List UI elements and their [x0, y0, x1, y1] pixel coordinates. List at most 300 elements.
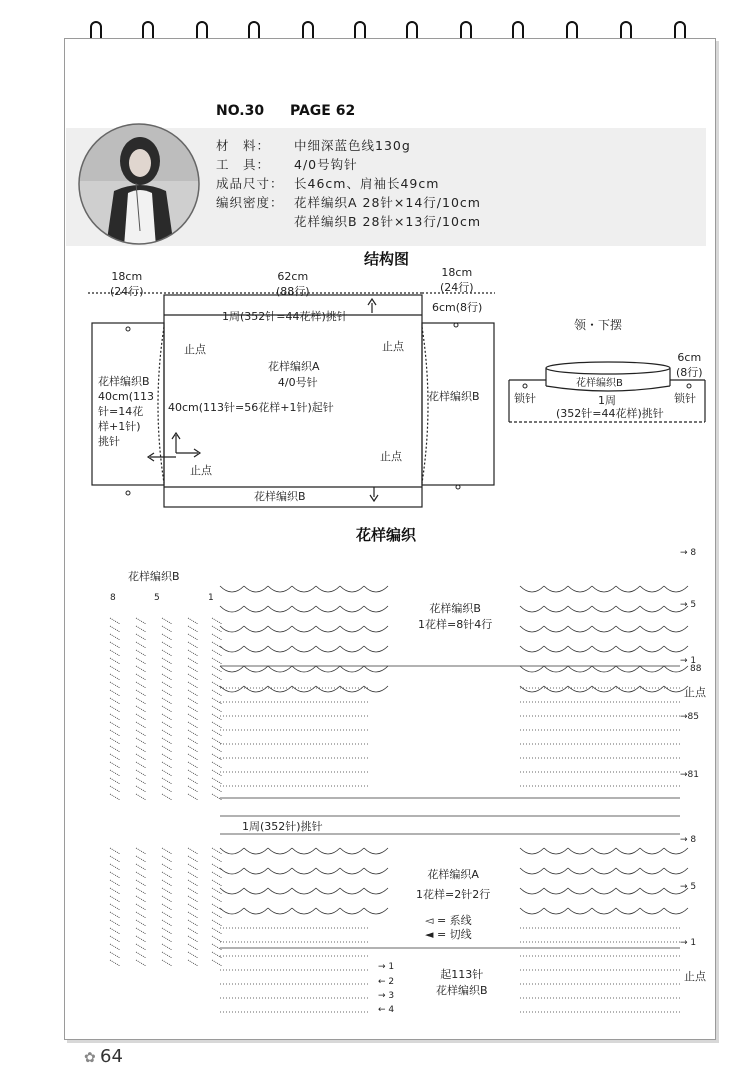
collar-left-label: 锁针	[514, 392, 536, 405]
chart-stroke	[188, 618, 198, 624]
chart-arc	[664, 908, 688, 914]
flower-icon: ✿	[84, 1050, 96, 1066]
collar-pickup: (352针=44花样)挑针	[556, 407, 664, 420]
chart-arc	[340, 868, 364, 874]
chart-stroke	[212, 682, 222, 688]
chart-stroke	[212, 912, 222, 918]
page-reference: PAGE 62	[290, 103, 356, 119]
chart-stroke	[162, 738, 172, 744]
chart-stroke	[110, 642, 120, 648]
chart-arc	[616, 888, 640, 894]
chart-arc	[292, 908, 316, 914]
chart-stroke	[136, 738, 146, 744]
chart-stroke	[110, 896, 120, 902]
legend-cut: ◄ = 切线	[425, 928, 472, 941]
chart-arc	[340, 626, 364, 632]
chart-arc	[316, 666, 340, 672]
chart-stroke	[212, 794, 222, 800]
chart-arc	[592, 888, 616, 894]
chart-stroke	[136, 762, 146, 768]
chart-stroke	[110, 690, 120, 696]
chart-stroke	[188, 864, 198, 870]
chart-stroke	[212, 730, 222, 736]
chart-stroke	[188, 904, 198, 910]
chart-arc	[592, 908, 616, 914]
chart-stroke	[136, 944, 146, 950]
chart-stroke	[188, 786, 198, 792]
chart-arc	[520, 646, 544, 652]
chart-arc	[244, 868, 268, 874]
chart-arc	[244, 666, 268, 672]
chart-stroke	[188, 754, 198, 760]
chart-stroke	[212, 880, 222, 886]
chart-stroke	[110, 698, 120, 704]
chart-stroke	[110, 888, 120, 894]
chart-stroke	[136, 626, 146, 632]
chart-arc	[568, 888, 592, 894]
center-pattern: 花样编织A 4/0号针	[268, 360, 320, 389]
chart-stroke	[110, 706, 120, 712]
chart-arc	[544, 908, 568, 914]
chart-arc	[364, 646, 388, 652]
chart-arc	[640, 686, 664, 692]
chart-stroke	[162, 856, 172, 862]
row-left-2: ← 2	[378, 977, 395, 987]
chart-stroke	[188, 896, 198, 902]
chart-stroke	[188, 848, 198, 854]
chart-arc	[544, 586, 568, 592]
right-top-dim: 6cm(8行)	[432, 301, 483, 314]
chart-stroke	[110, 952, 120, 958]
chart-stop-1: 止点	[684, 686, 706, 699]
chart-stop-2: 止点	[684, 970, 706, 983]
cut-icon: ◄	[425, 928, 434, 941]
chart-stroke	[162, 880, 172, 886]
top-pickup-label: 1周(352针=44花样)挑针	[222, 310, 348, 323]
chart-stroke	[110, 754, 120, 760]
chart-stroke	[110, 674, 120, 680]
chart-arc	[616, 606, 640, 612]
chart-stroke	[188, 872, 198, 878]
bottom-band-text: 花样编织B	[254, 490, 306, 503]
pattern-number: NO.30	[216, 103, 265, 119]
chart-stroke	[188, 730, 198, 736]
chart-stroke	[212, 770, 222, 776]
chart-arc	[292, 686, 316, 692]
chart-stroke	[188, 888, 198, 894]
chart-stroke	[188, 778, 198, 784]
chart-arc	[520, 626, 544, 632]
chart-stroke	[162, 912, 172, 918]
chart-stroke	[110, 794, 120, 800]
chart-b-desc: 花样编织B 1花样=8针4行	[418, 602, 493, 631]
chart-stroke	[162, 888, 172, 894]
chart-stroke	[136, 856, 146, 862]
chart-arc	[664, 586, 688, 592]
chart-stroke	[136, 666, 146, 672]
chart-arc	[268, 646, 292, 652]
row-5-top: → 5	[680, 600, 697, 610]
dim-right-width: 18cm (24行)	[440, 266, 474, 294]
chart-stroke	[212, 698, 222, 704]
chart-stroke	[212, 650, 222, 656]
chart-arc	[544, 888, 568, 894]
chart-arc	[268, 908, 292, 914]
spec-gauge-a: 编织密度： 花样编织A 28针×14行/10cm	[216, 195, 481, 210]
collar-dim: 6cm (8行)	[676, 351, 703, 379]
stop-top-right: 止点	[382, 340, 404, 353]
chart-arc	[364, 888, 388, 894]
chart-arc	[664, 666, 688, 672]
chart-stroke	[136, 754, 146, 760]
chart-stroke	[212, 904, 222, 910]
chart-arc	[664, 626, 688, 632]
chart-stroke	[188, 746, 198, 752]
chart-stroke	[162, 658, 172, 664]
chart-arc	[568, 606, 592, 612]
chart-arc	[592, 848, 616, 854]
chart-stroke	[162, 944, 172, 950]
chart-stroke	[110, 738, 120, 744]
chart-stroke	[212, 944, 222, 950]
chart-arc	[220, 666, 244, 672]
chart-arc	[616, 626, 640, 632]
chart-stroke	[136, 936, 146, 942]
stop-top-left: 止点	[184, 343, 206, 356]
chart-arc	[640, 666, 664, 672]
row-81: →81	[680, 770, 699, 780]
chart-arc	[220, 888, 244, 894]
row-85: →85	[680, 712, 699, 722]
page-number: 64	[100, 1046, 123, 1067]
chart-stroke	[110, 848, 120, 854]
chart-pattern-b-label: 花样编织B	[128, 570, 180, 583]
chart-stroke	[136, 698, 146, 704]
chart-stroke	[136, 880, 146, 886]
chart-arc	[220, 586, 244, 592]
chart-stroke	[136, 682, 146, 688]
chart-arc	[268, 666, 292, 672]
chart-stroke	[136, 642, 146, 648]
row-8-top: → 8	[680, 548, 697, 558]
chart-arc	[340, 646, 364, 652]
chart-stroke	[188, 626, 198, 632]
chart-arc	[268, 586, 292, 592]
chart-stroke	[110, 872, 120, 878]
chart-arc	[292, 888, 316, 894]
specs-list	[216, 136, 481, 231]
chart-stroke	[136, 618, 146, 624]
chart-arc	[568, 908, 592, 914]
chart-stroke	[212, 658, 222, 664]
chart-arc	[520, 606, 544, 612]
chart-stroke	[110, 936, 120, 942]
chart-stroke	[188, 738, 198, 744]
chart-arc	[640, 606, 664, 612]
collar-pattern: 花样编织B	[576, 378, 623, 389]
chart-arc	[268, 848, 292, 854]
side-col-5: 5	[154, 593, 160, 603]
chart-arc	[664, 868, 688, 874]
chart-legend	[425, 914, 472, 942]
chart-stroke	[110, 778, 120, 784]
chart-arc	[220, 626, 244, 632]
spec-size: 成品尺寸： 长46cm、肩袖长49cm	[216, 176, 440, 191]
chart-arc	[520, 888, 544, 894]
chart-arc	[220, 646, 244, 652]
chart-stroke	[212, 928, 222, 934]
chart-arc	[640, 908, 664, 914]
chart-stroke	[212, 960, 222, 966]
chart-stroke	[110, 864, 120, 870]
collar-title: 领・下摆	[574, 318, 623, 332]
chart-stroke	[162, 746, 172, 752]
chart-stroke	[136, 904, 146, 910]
chart-stroke	[212, 896, 222, 902]
chart-stroke	[162, 682, 172, 688]
chart-arc	[292, 868, 316, 874]
chart-stroke	[188, 928, 198, 934]
chart-arc	[568, 586, 592, 592]
chart-arc	[616, 586, 640, 592]
chart-arc	[292, 626, 316, 632]
pickup-round: 1周(352针)挑针	[242, 820, 323, 833]
chart-stroke	[136, 714, 146, 720]
chart-arc	[364, 586, 388, 592]
chart-stroke	[188, 920, 198, 926]
chart-stroke	[162, 770, 172, 776]
chart-stroke	[110, 746, 120, 752]
chart-stroke	[162, 706, 172, 712]
chart-arc	[340, 908, 364, 914]
chart-arc	[616, 848, 640, 854]
chart-arc	[220, 848, 244, 854]
model-photo	[76, 121, 202, 247]
chart-stroke	[162, 762, 172, 768]
chart-stroke	[188, 880, 198, 886]
chart-stroke	[136, 634, 146, 640]
chart-stroke	[110, 960, 120, 966]
chart-stroke	[136, 722, 146, 728]
chart-stroke	[162, 666, 172, 672]
chart-stroke	[162, 920, 172, 926]
chart-stroke	[188, 762, 198, 768]
chart-arc	[544, 848, 568, 854]
legend-join: ◅ = 系线	[425, 914, 472, 927]
chart-arc	[520, 666, 544, 672]
chart-arc	[220, 606, 244, 612]
chart-arc	[592, 666, 616, 672]
chart-stroke	[212, 634, 222, 640]
chart-stroke	[188, 936, 198, 942]
row-left-4: ← 4	[378, 1005, 395, 1015]
chart-stroke	[212, 778, 222, 784]
row-left-1: → 1	[378, 962, 395, 972]
chart-arc	[568, 868, 592, 874]
chart-stroke	[110, 658, 120, 664]
chart-stroke	[162, 778, 172, 784]
chart-arc	[244, 626, 268, 632]
chart-arc	[292, 666, 316, 672]
chart-stroke	[162, 936, 172, 942]
chart-arc	[268, 606, 292, 612]
chart-arc	[616, 868, 640, 874]
chart-stroke	[110, 856, 120, 862]
chart-stroke	[188, 658, 198, 664]
stop-bottom-right: 止点	[380, 450, 402, 463]
chart-stroke	[188, 634, 198, 640]
chart-arc	[292, 606, 316, 612]
chart-stroke	[162, 896, 172, 902]
chart-stroke	[212, 872, 222, 878]
chart-stroke	[188, 666, 198, 672]
chart-arc	[640, 888, 664, 894]
chart-arc	[340, 888, 364, 894]
join-icon: ◅	[425, 914, 434, 927]
chart-stroke	[212, 746, 222, 752]
start-note: 起113针 花样编织B	[436, 968, 488, 997]
chart-stroke	[188, 698, 198, 704]
row-8-bottom: → 8	[680, 835, 697, 845]
chart-stroke	[136, 928, 146, 934]
chart-stroke	[212, 706, 222, 712]
chart-stroke	[110, 730, 120, 736]
chart-arc	[640, 586, 664, 592]
row-1-top: → 1	[680, 656, 697, 666]
left-panel-text: 花样编织B 40cm(113 针=14花 样+1针) 挑针	[98, 375, 155, 448]
chart-stroke	[136, 848, 146, 854]
chart-stroke	[162, 674, 172, 680]
chart-stroke	[136, 952, 146, 958]
chart-stroke	[136, 872, 146, 878]
chart-stroke	[136, 920, 146, 926]
chart-stroke	[136, 888, 146, 894]
chart-stroke	[136, 912, 146, 918]
chart-stroke	[162, 848, 172, 854]
chart-stroke	[110, 880, 120, 886]
chart-arc	[292, 586, 316, 592]
center-start: 40cm(113针=56花样+1针)起针	[168, 401, 334, 414]
chart-stroke	[212, 952, 222, 958]
chart-arc	[520, 868, 544, 874]
chart-arc	[340, 666, 364, 672]
chart-arc	[664, 646, 688, 652]
chart-arc	[340, 606, 364, 612]
chart-arc	[364, 868, 388, 874]
chart-arc	[640, 848, 664, 854]
structure-title: 结构图	[364, 250, 410, 268]
side-col-1: 1	[208, 593, 214, 603]
chart-stroke	[162, 928, 172, 934]
chart-stroke	[136, 778, 146, 784]
chart-stroke	[162, 730, 172, 736]
collar-round: 1周	[598, 394, 616, 407]
chart-arc	[616, 908, 640, 914]
chart-arc	[316, 626, 340, 632]
chart-stroke	[188, 706, 198, 712]
spec-material: 材 料： 中细深蓝色线130g	[216, 138, 411, 153]
chart-arc	[340, 848, 364, 854]
chart-stroke	[188, 642, 198, 648]
chart-stroke	[110, 920, 120, 926]
stop-bottom-left: 止点	[190, 464, 212, 477]
chart-stroke	[136, 786, 146, 792]
chart-arc	[292, 646, 316, 652]
chart-arc	[364, 908, 388, 914]
chart-stroke	[212, 714, 222, 720]
chart-stroke	[136, 706, 146, 712]
chart-stroke	[136, 746, 146, 752]
chart-stroke	[188, 856, 198, 862]
chart-stroke	[212, 674, 222, 680]
chart-arc	[544, 606, 568, 612]
chart-stroke	[162, 626, 172, 632]
chart-stroke	[162, 904, 172, 910]
side-col-8: 8	[110, 593, 116, 603]
chart-stroke	[212, 690, 222, 696]
chart-stroke	[110, 928, 120, 934]
chart-stroke	[212, 936, 222, 942]
chart-stroke	[136, 650, 146, 656]
chart-stroke	[162, 960, 172, 966]
chart-arc	[544, 666, 568, 672]
chart-stroke	[110, 722, 120, 728]
chart-stroke	[110, 762, 120, 768]
chart-stroke	[162, 794, 172, 800]
chart-arc	[244, 646, 268, 652]
chart-arc	[616, 646, 640, 652]
chart-arc	[220, 686, 244, 692]
chart-arc	[592, 868, 616, 874]
chart-arc	[640, 868, 664, 874]
spec-gauge-b: 花样编织B 28针×13行/10cm	[294, 214, 482, 229]
chart-stroke	[188, 960, 198, 966]
chart-arc	[340, 586, 364, 592]
chart-stroke	[188, 722, 198, 728]
chart-stroke	[136, 896, 146, 902]
chart-stroke	[188, 674, 198, 680]
chart-arc	[640, 626, 664, 632]
chart-stroke	[212, 856, 222, 862]
chart-arc	[220, 868, 244, 874]
chart-stroke	[162, 872, 172, 878]
chart-stroke	[188, 714, 198, 720]
chart-stroke	[136, 794, 146, 800]
chart-arc	[568, 848, 592, 854]
chart-stroke	[162, 690, 172, 696]
chart-stroke	[136, 658, 146, 664]
chart-arc	[592, 586, 616, 592]
chart-arc	[592, 646, 616, 652]
chart-title: 花样编织	[356, 526, 417, 544]
chart-stroke	[136, 730, 146, 736]
chart-arc	[664, 848, 688, 854]
chart-stroke	[212, 920, 222, 926]
chart-arc	[244, 586, 268, 592]
chart-arc	[568, 666, 592, 672]
chart-stroke	[162, 864, 172, 870]
right-panel-text: 花样编织B	[428, 390, 480, 403]
chart-stroke	[110, 904, 120, 910]
chart-arc	[592, 686, 616, 692]
chart-arc	[520, 908, 544, 914]
chart-stroke	[212, 864, 222, 870]
chart-arc	[520, 586, 544, 592]
chart-arc	[544, 646, 568, 652]
stitch-chart	[100, 548, 712, 1026]
spec-tool: 工 具： 4/0号钩针	[216, 157, 358, 172]
chart-arc	[544, 686, 568, 692]
